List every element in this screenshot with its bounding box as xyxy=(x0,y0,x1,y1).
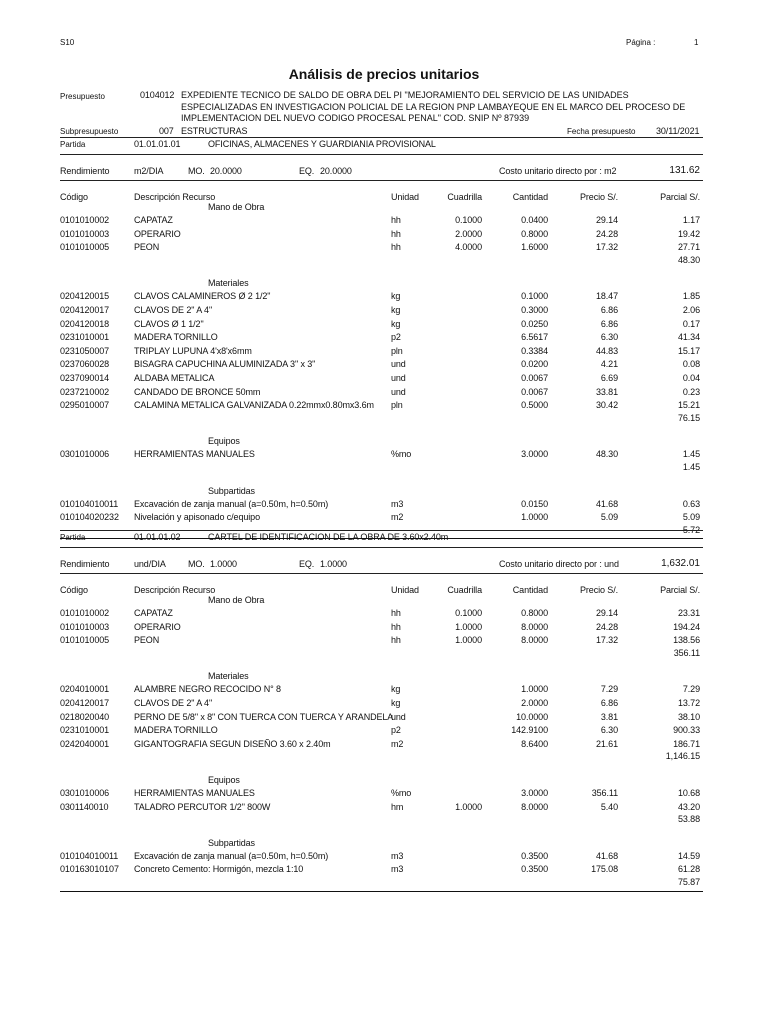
group-title: Materiales xyxy=(208,671,249,682)
row-unidad: pln xyxy=(391,345,403,356)
row-unidad: p2 xyxy=(391,725,401,736)
row-precio: 18.47 xyxy=(595,291,618,302)
row-codigo: 0231050007 xyxy=(60,345,110,356)
partida-code: 01.01.01.01 xyxy=(134,139,181,149)
row-precio: 41.68 xyxy=(595,498,618,509)
row-precio: 6.69 xyxy=(600,373,618,383)
row-descripcion: TRIPLAY LUPUNA 4'x8'x6mm xyxy=(134,345,252,356)
row-descripcion: Excavación de zanja manual (a=0.50m, h=0.50m) xyxy=(134,498,329,509)
costo-unitario-label: Costo unitario directo por : m2 xyxy=(499,166,617,176)
row-precio: 30.42 xyxy=(595,400,618,411)
group-title: Materiales xyxy=(208,278,249,289)
divider xyxy=(60,547,703,548)
row-codigo: 0301140010 xyxy=(60,801,109,812)
row-unidad: hh xyxy=(391,608,401,618)
row-precio: 4.21 xyxy=(600,359,618,370)
row-unidad: hh xyxy=(391,228,401,239)
row-cantidad: 8.6400 xyxy=(521,738,548,749)
group-subtotal: 76.15 xyxy=(677,412,700,423)
row-precio: 175.08 xyxy=(591,864,618,875)
row-parcial: 61.28 xyxy=(677,864,700,875)
row-unidad: kg xyxy=(391,305,401,315)
row-descripcion: Excavación de zanja manual (a=0.50m, h=0.50m) xyxy=(134,850,329,861)
mo-value: 20.0000 xyxy=(210,166,242,176)
row-parcial: 13.72 xyxy=(677,698,700,708)
row-cantidad: 8.0000 xyxy=(521,621,548,632)
row-descripcion: MADERA TORNILLO xyxy=(134,332,218,343)
group-subtotal: 48.30 xyxy=(677,254,700,265)
row-cuadrilla: 1.0000 xyxy=(455,621,482,632)
col-cuadrilla: Cuadrilla xyxy=(447,192,482,202)
row-unidad: %mo xyxy=(391,788,412,798)
divider xyxy=(60,530,703,531)
partida-description: OFICINAS, ALMACENES Y GUARDIANIA PROVISIONAL xyxy=(208,139,436,149)
fecha-value: 30/11/2021 xyxy=(656,126,700,136)
row-parcial: 5.09 xyxy=(682,512,700,523)
row-precio: 6.30 xyxy=(600,332,618,343)
row-unidad: hm xyxy=(391,801,404,812)
row-descripcion: CANDADO DE BRONCE 50mm xyxy=(134,386,261,397)
row-codigo: 0301010006 xyxy=(60,788,110,798)
row-precio: 48.30 xyxy=(595,449,618,460)
row-codigo: 0204120018 xyxy=(60,318,110,329)
row-cantidad: 8.0000 xyxy=(521,635,548,646)
row-descripcion: CLAVOS DE 2" A 4" xyxy=(134,305,213,315)
row-cantidad: 0.8000 xyxy=(521,228,548,239)
row-descripcion: HERRAMIENTAS MANUALES xyxy=(134,788,255,798)
group-title: Mano de Obra xyxy=(208,202,265,212)
row-parcial: 7.29 xyxy=(682,684,700,695)
row-descripcion: Concreto Cemento: Hormigón, mezcla 1:10 xyxy=(134,864,304,875)
eq-label: EQ. xyxy=(299,559,315,569)
row-parcial: 900.33 xyxy=(673,725,700,736)
eq-value: 20.0000 xyxy=(320,166,352,176)
mo-label: MO. xyxy=(188,166,205,176)
row-cuadrilla: 1.0000 xyxy=(455,635,482,646)
row-cuadrilla: 4.0000 xyxy=(455,242,482,253)
group-title: Subpartidas xyxy=(208,837,255,848)
row-unidad: m3 xyxy=(391,864,404,875)
row-cantidad: 142.9100 xyxy=(511,725,548,736)
divider xyxy=(60,180,703,181)
mo-value: 1.0000 xyxy=(210,559,237,569)
subpresupuesto-code: 007 xyxy=(159,126,174,136)
col-codigo: Código xyxy=(60,585,88,595)
row-parcial: 43.20 xyxy=(677,801,700,812)
report-code: S10 xyxy=(60,38,75,47)
row-cantidad: 3.0000 xyxy=(521,788,548,798)
row-precio: 29.14 xyxy=(595,608,618,618)
row-cantidad: 0.0067 xyxy=(521,386,548,397)
row-descripcion: BISAGRA CAPUCHINA ALUMINIZADA 3" x 3" xyxy=(134,359,316,370)
row-unidad: hh xyxy=(391,215,401,225)
row-unidad: hh xyxy=(391,242,401,253)
row-codigo: 0101010002 xyxy=(60,215,110,225)
row-descripcion: PEON xyxy=(134,242,160,253)
partida-code: 01.01.01.02 xyxy=(134,532,181,542)
row-cantidad: 0.3000 xyxy=(521,305,548,315)
row-precio: 6.86 xyxy=(600,305,618,315)
mo-label: MO. xyxy=(188,559,205,569)
col-precio: Precio S/. xyxy=(579,585,618,595)
row-parcial: 1.17 xyxy=(682,215,700,225)
row-descripcion: PEON xyxy=(134,635,160,646)
row-precio: 17.32 xyxy=(595,635,618,646)
row-precio: 33.81 xyxy=(595,386,618,397)
row-descripcion: PERNO DE 5/8" x 8" CON TUERCA CON TUERCA Y ARANDELA xyxy=(134,711,394,722)
row-precio: 17.32 xyxy=(595,242,618,253)
group-subtotal: 75.87 xyxy=(677,877,700,887)
row-descripcion: OPERARIO xyxy=(134,621,181,632)
fecha-label: Fecha presupuesto xyxy=(567,127,636,136)
row-parcial: 0.23 xyxy=(682,386,700,397)
col-descripcion: Descripción Recurso xyxy=(134,192,216,202)
row-cantidad: 0.3500 xyxy=(521,864,548,875)
row-parcial: 27.71 xyxy=(677,242,700,253)
col-cantidad: Cantidad xyxy=(512,585,548,595)
eq-value: 1.0000 xyxy=(320,559,347,569)
row-codigo: 010163010107 xyxy=(60,864,119,875)
row-unidad: m2 xyxy=(391,738,404,749)
col-precio: Precio S/. xyxy=(579,192,618,202)
divider xyxy=(60,573,703,574)
col-parcial: Parcial S/. xyxy=(660,585,700,595)
page-label: Página : xyxy=(626,38,656,47)
row-cuadrilla: 1.0000 xyxy=(455,801,482,812)
row-descripcion: CAPATAZ xyxy=(134,608,173,618)
row-cantidad: 8.0000 xyxy=(521,801,548,812)
group-title: Equipos xyxy=(208,775,240,785)
row-cantidad: 1.0000 xyxy=(521,684,548,695)
row-precio: 44.83 xyxy=(595,345,618,356)
row-unidad: und xyxy=(391,373,406,383)
col-unidad: Unidad xyxy=(391,192,419,202)
row-unidad: kg xyxy=(391,684,401,695)
row-descripcion: ALAMBRE NEGRO RECOCIDO N° 8 xyxy=(134,684,281,695)
group-title: Mano de Obra xyxy=(208,595,265,605)
row-cuadrilla: 0.1000 xyxy=(455,608,482,618)
row-codigo: 0101010003 xyxy=(60,621,110,632)
row-precio: 5.09 xyxy=(600,512,618,523)
row-cantidad: 0.5000 xyxy=(521,400,548,411)
row-precio: 7.29 xyxy=(600,684,618,695)
row-descripcion: OPERARIO xyxy=(134,228,181,239)
costo-unitario-value: 131.62 xyxy=(669,165,700,176)
divider xyxy=(60,891,703,892)
row-descripcion: CALAMINA METALICA GALVANIZADA 0.22mmx0.80mx3.6m xyxy=(134,400,374,411)
eq-label: EQ. xyxy=(299,166,315,176)
row-parcial: 15.17 xyxy=(677,345,700,356)
row-unidad: kg xyxy=(391,698,401,708)
row-precio: 6.86 xyxy=(600,698,618,708)
partida-label: Partida xyxy=(60,533,86,542)
row-cantidad: 0.0250 xyxy=(521,318,548,329)
rendimiento-unit: m2/DIA xyxy=(134,166,164,176)
row-codigo: 0204120017 xyxy=(60,305,110,315)
row-precio: 5.40 xyxy=(600,801,618,812)
row-unidad: und xyxy=(391,359,406,370)
group-subtotal: 1.45 xyxy=(682,462,700,472)
row-unidad: m3 xyxy=(391,850,404,861)
presupuesto-description: EXPEDIENTE TECNICO DE SALDO DE OBRA DEL PI "MEJORAMIENTO DEL SERVICIO DE LAS UNIDADES ESPECIALIZADAS EN INVESTIGACION POLICIAL DE LA REGION PNP LAMBAYEQUE EN EL MARCO DEL PROCESO DE IMPLEMENTACION DEL NUEVO CODIGO PROCESAL PENAL" COD. SNIP Nº 87939 xyxy=(181,90,686,123)
row-codigo: 0242040001 xyxy=(60,738,110,749)
row-precio: 24.28 xyxy=(595,228,618,239)
rendimiento-unit: und/DIA xyxy=(134,559,166,569)
row-unidad: hh xyxy=(391,621,401,632)
col-descripcion: Descripción Recurso xyxy=(134,585,216,595)
row-precio: 6.30 xyxy=(600,725,618,736)
row-precio: 29.14 xyxy=(595,215,618,225)
col-cantidad: Cantidad xyxy=(512,192,548,202)
row-parcial: 0.17 xyxy=(682,318,700,329)
row-codigo: 0237210002 xyxy=(60,386,110,397)
row-codigo: 0231010001 xyxy=(60,725,110,736)
row-cuadrilla: 2.0000 xyxy=(455,228,482,239)
group-subtotal: 53.88 xyxy=(677,814,700,825)
row-descripcion: TALADRO PERCUTOR 1/2" 800W xyxy=(134,801,271,812)
row-parcial: 138.56 xyxy=(673,635,700,646)
row-precio: 356.11 xyxy=(591,788,618,798)
row-parcial: 2.06 xyxy=(682,305,700,315)
presupuesto-label: Presupuesto xyxy=(60,92,105,101)
group-title: Equipos xyxy=(208,436,240,447)
row-cantidad: 0.3384 xyxy=(521,345,548,356)
row-parcial: 19.42 xyxy=(677,228,700,239)
row-codigo: 0231010001 xyxy=(60,332,110,343)
group-subtotal: 1,146.15 xyxy=(665,751,700,762)
row-parcial: 194.24 xyxy=(673,621,700,632)
row-descripcion: CLAVOS DE 2" A 4" xyxy=(134,698,213,708)
row-codigo: 0204120015 xyxy=(60,291,110,302)
row-parcial: 0.08 xyxy=(682,359,700,370)
row-cantidad: 10.0000 xyxy=(516,711,548,722)
col-codigo: Código xyxy=(60,192,88,202)
row-parcial: 10.68 xyxy=(677,788,700,798)
row-descripcion: GIGANTOGRAFIA SEGUN DISEÑO 3.60 x 2.40m xyxy=(134,738,331,749)
row-cantidad: 0.0200 xyxy=(521,359,548,370)
row-unidad: m2 xyxy=(391,512,404,523)
row-parcial: 23.31 xyxy=(677,608,700,618)
row-cantidad: 1.0000 xyxy=(521,512,548,523)
row-precio: 21.61 xyxy=(595,738,618,749)
row-parcial: 15.21 xyxy=(677,400,700,411)
costo-unitario-label: Costo unitario directo por : und xyxy=(499,559,619,569)
row-cantidad: 6.5617 xyxy=(521,332,548,343)
row-parcial: 186.71 xyxy=(673,738,700,749)
row-descripcion: HERRAMIENTAS MANUALES xyxy=(134,449,255,460)
row-parcial: 14.59 xyxy=(677,850,700,861)
row-cuadrilla: 0.1000 xyxy=(455,215,482,225)
row-codigo: 0301010006 xyxy=(60,449,110,460)
row-codigo: 0204010001 xyxy=(60,684,110,695)
row-codigo: 0218020040 xyxy=(60,711,110,722)
row-parcial: 0.04 xyxy=(682,373,700,383)
subpresupuesto-label: Subpresupuesto xyxy=(60,127,119,136)
row-codigo: 0101010002 xyxy=(60,608,110,618)
rendimiento-label: Rendimiento xyxy=(60,166,110,176)
row-precio: 24.28 xyxy=(595,621,618,632)
divider xyxy=(60,137,703,138)
row-parcial: 0.63 xyxy=(682,498,700,509)
row-codigo: 010104010011 xyxy=(60,498,119,509)
row-codigo: 0237060028 xyxy=(60,359,110,370)
row-codigo: 0295010007 xyxy=(60,400,110,411)
partida-description: CARTEL DE IDENTIFICACION DE LA OBRA DE 3.60x2.40m xyxy=(208,532,449,542)
col-cuadrilla: Cuadrilla xyxy=(447,585,482,595)
row-parcial: 1.45 xyxy=(682,449,700,460)
row-cantidad: 2.0000 xyxy=(521,698,548,708)
page-title: Análisis de precios unitarios xyxy=(288,66,480,82)
row-precio: 3.81 xyxy=(600,711,618,722)
row-cantidad: 0.3500 xyxy=(521,850,548,861)
row-cantidad: 0.0400 xyxy=(521,215,548,225)
row-descripcion: CLAVOS Ø 1 1/2" xyxy=(134,318,204,329)
divider xyxy=(60,154,703,155)
row-cantidad: 0.0150 xyxy=(521,498,548,509)
row-descripcion: CLAVOS CALAMINEROS Ø 2 1/2" xyxy=(134,291,271,302)
presupuesto-code: 0104012 xyxy=(140,90,175,100)
row-parcial: 1.85 xyxy=(682,291,700,302)
row-unidad: p2 xyxy=(391,332,401,343)
group-title: Subpartidas xyxy=(208,485,255,496)
row-codigo: 0101010005 xyxy=(60,242,110,253)
row-cantidad: 0.0067 xyxy=(521,373,548,383)
group-subtotal: 356.11 xyxy=(673,647,700,658)
row-cantidad: 0.1000 xyxy=(521,291,548,302)
row-parcial: 38.10 xyxy=(677,711,700,722)
costo-unitario-value: 1,632.01 xyxy=(661,558,700,569)
row-unidad: %mo xyxy=(391,449,412,460)
col-unidad: Unidad xyxy=(391,585,419,595)
row-descripcion: ALDABA METALICA xyxy=(134,373,215,383)
row-unidad: m3 xyxy=(391,498,404,509)
row-codigo: 010104010011 xyxy=(60,850,119,861)
subpresupuesto-description: ESTRUCTURAS xyxy=(181,126,248,136)
row-codigo: 0204120017 xyxy=(60,698,110,708)
page-number: 1 xyxy=(694,38,699,47)
row-cantidad: 1.6000 xyxy=(521,242,548,253)
row-precio: 6.86 xyxy=(600,318,618,329)
row-precio: 41.68 xyxy=(595,850,618,861)
row-unidad: und xyxy=(391,711,406,722)
row-unidad: kg xyxy=(391,291,401,302)
row-unidad: kg xyxy=(391,318,401,329)
row-cantidad: 0.8000 xyxy=(521,608,548,618)
row-unidad: hh xyxy=(391,635,401,646)
col-parcial: Parcial S/. xyxy=(660,192,700,202)
row-codigo: 010104020232 xyxy=(60,512,119,523)
row-unidad: und xyxy=(391,386,406,397)
row-codigo: 0101010005 xyxy=(60,635,110,646)
row-codigo: 0237090014 xyxy=(60,373,110,383)
row-parcial: 41.34 xyxy=(677,332,700,343)
row-cantidad: 3.0000 xyxy=(521,449,548,460)
rendimiento-label: Rendimiento xyxy=(60,559,110,569)
row-descripcion: MADERA TORNILLO xyxy=(134,725,218,736)
partida-label: Partida xyxy=(60,140,86,149)
row-codigo: 0101010003 xyxy=(60,228,110,239)
row-descripcion: CAPATAZ xyxy=(134,215,173,225)
group-subtotal: 5.72 xyxy=(682,524,700,535)
row-descripcion: Nivelación y apisonado c/equipo xyxy=(134,512,260,523)
row-unidad: pln xyxy=(391,400,403,411)
